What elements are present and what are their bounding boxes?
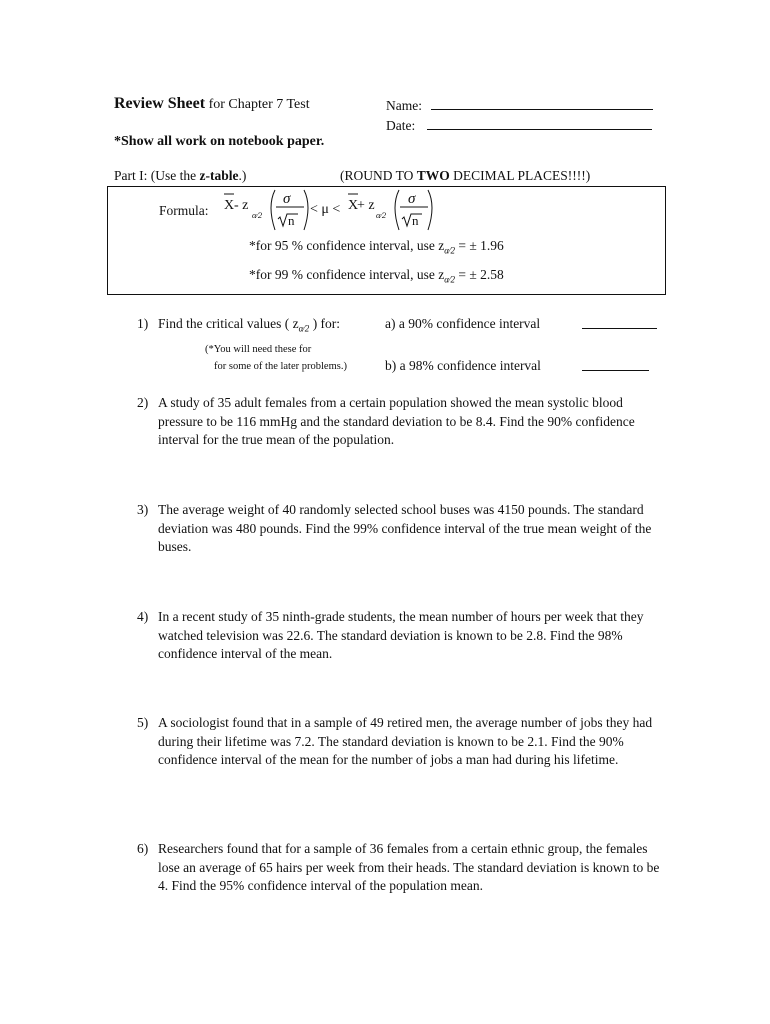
- show-work-instruction: *Show all work on notebook paper.: [114, 134, 325, 149]
- n-left: n: [288, 213, 295, 228]
- note-95-percent: [249, 238, 504, 256]
- alpha-half-95: α⁄2: [444, 245, 456, 256]
- round-pre: (ROUND TO: [340, 168, 417, 183]
- alpha-half-left: α⁄2: [252, 210, 263, 220]
- note99-value: = ± 2.58: [458, 267, 504, 282]
- xbar-right: X: [348, 198, 359, 213]
- q1-note-line1: (*You will need these for: [205, 344, 312, 355]
- confidence-interval-formula: [214, 186, 444, 236]
- note99-text: *for 99 % confidence interval, use z: [249, 267, 445, 282]
- name-line: [431, 97, 653, 110]
- rounding-instruction: [340, 168, 590, 184]
- q1-part-b: b) a 98% confidence interval: [385, 358, 541, 373]
- question-text: In a recent study of 35 ninth-grade students, the mean number of hours per week that they watched television was 22.6. The standard deviation is known to be 2.8. Find the 98% confidence interval of the mean.: [158, 609, 644, 662]
- question-number: 4): [137, 609, 149, 624]
- alpha-half-q1: α⁄2: [298, 323, 310, 334]
- q1-part-a: a) a 90% confidence interval: [385, 316, 541, 331]
- q1-number: 1): [137, 316, 149, 331]
- q1-text-pre: Find the critical values ( z: [158, 316, 299, 331]
- note95-value: = ± 1.96: [458, 238, 504, 253]
- q1-note-line2: for some of the later problems.): [214, 361, 347, 372]
- date-label: Date:: [386, 118, 416, 133]
- question-text: Researchers found that for a sample of 36 females from a certain ethnic group, the females lose an average of 65 hairs per week from their heads. The standard deviation is known to be 4. Find the 95% confidence interval of the population mean.: [158, 841, 660, 894]
- alpha-half-99: α⁄2: [444, 274, 456, 285]
- sigma-left: σ: [283, 191, 291, 207]
- note95-text: *for 95 % confidence interval, use z: [249, 238, 445, 253]
- round-two: TWO: [416, 168, 450, 183]
- title-bold: Review Sheet: [114, 95, 206, 112]
- q1-text: [158, 316, 340, 334]
- question-number: 6): [137, 841, 149, 856]
- title-rest: for Chapter 7 Test: [205, 97, 310, 112]
- round-post: DECIMAL PLACES!!!!): [449, 168, 591, 183]
- q1-answer-line-a[interactable]: [582, 316, 657, 329]
- plus-z: + z: [357, 198, 375, 213]
- note-99-percent: [249, 267, 504, 285]
- lt-mu-lt: < μ <: [310, 202, 341, 217]
- q1-answer-line-b[interactable]: [582, 358, 649, 371]
- xbar-left: X: [224, 198, 235, 213]
- question-text: The average weight of 40 randomly selected school buses was 4150 pounds. The standard deviation was 480 pounds. Find the 99% confidence interval of the true mean weight of the buses.: [158, 502, 652, 555]
- date-field[interactable]: [386, 117, 652, 134]
- date-line: [427, 117, 652, 130]
- ztable-text: z-table: [199, 168, 239, 183]
- document-title: [114, 95, 310, 113]
- part1-label-end: .): [238, 168, 247, 183]
- minus-z: - z: [234, 198, 249, 213]
- formula-label: Formula:: [159, 203, 209, 218]
- question-text: A sociologist found that in a sample of 49 retired men, the average number of jobs they had during their lifetime was 7.2. The standard deviation is known to be 2.1. Find the 90% confidence interval of the mean for the number of jobs a man had during his lifetime.: [158, 715, 653, 768]
- part1-heading: [114, 168, 246, 184]
- name-label: Name:: [386, 98, 422, 113]
- name-field[interactable]: [386, 97, 653, 114]
- part1-label: Part I: (Use the: [114, 168, 200, 183]
- q1-text-post: ) for:: [309, 316, 341, 331]
- sigma-right: σ: [408, 191, 416, 207]
- question-text: A study of 35 adult females from a certain population showed the mean systolic blood pressure to be 116 mmHg and the standard deviation to be 8.4. Find the 90% confidence interval for the true mean of the population.: [158, 395, 635, 448]
- question-number: 5): [137, 715, 149, 730]
- question-number: 3): [137, 502, 149, 517]
- alpha-half-right: α⁄2: [376, 210, 387, 220]
- question-number: 2): [137, 395, 149, 410]
- n-right: n: [412, 213, 419, 228]
